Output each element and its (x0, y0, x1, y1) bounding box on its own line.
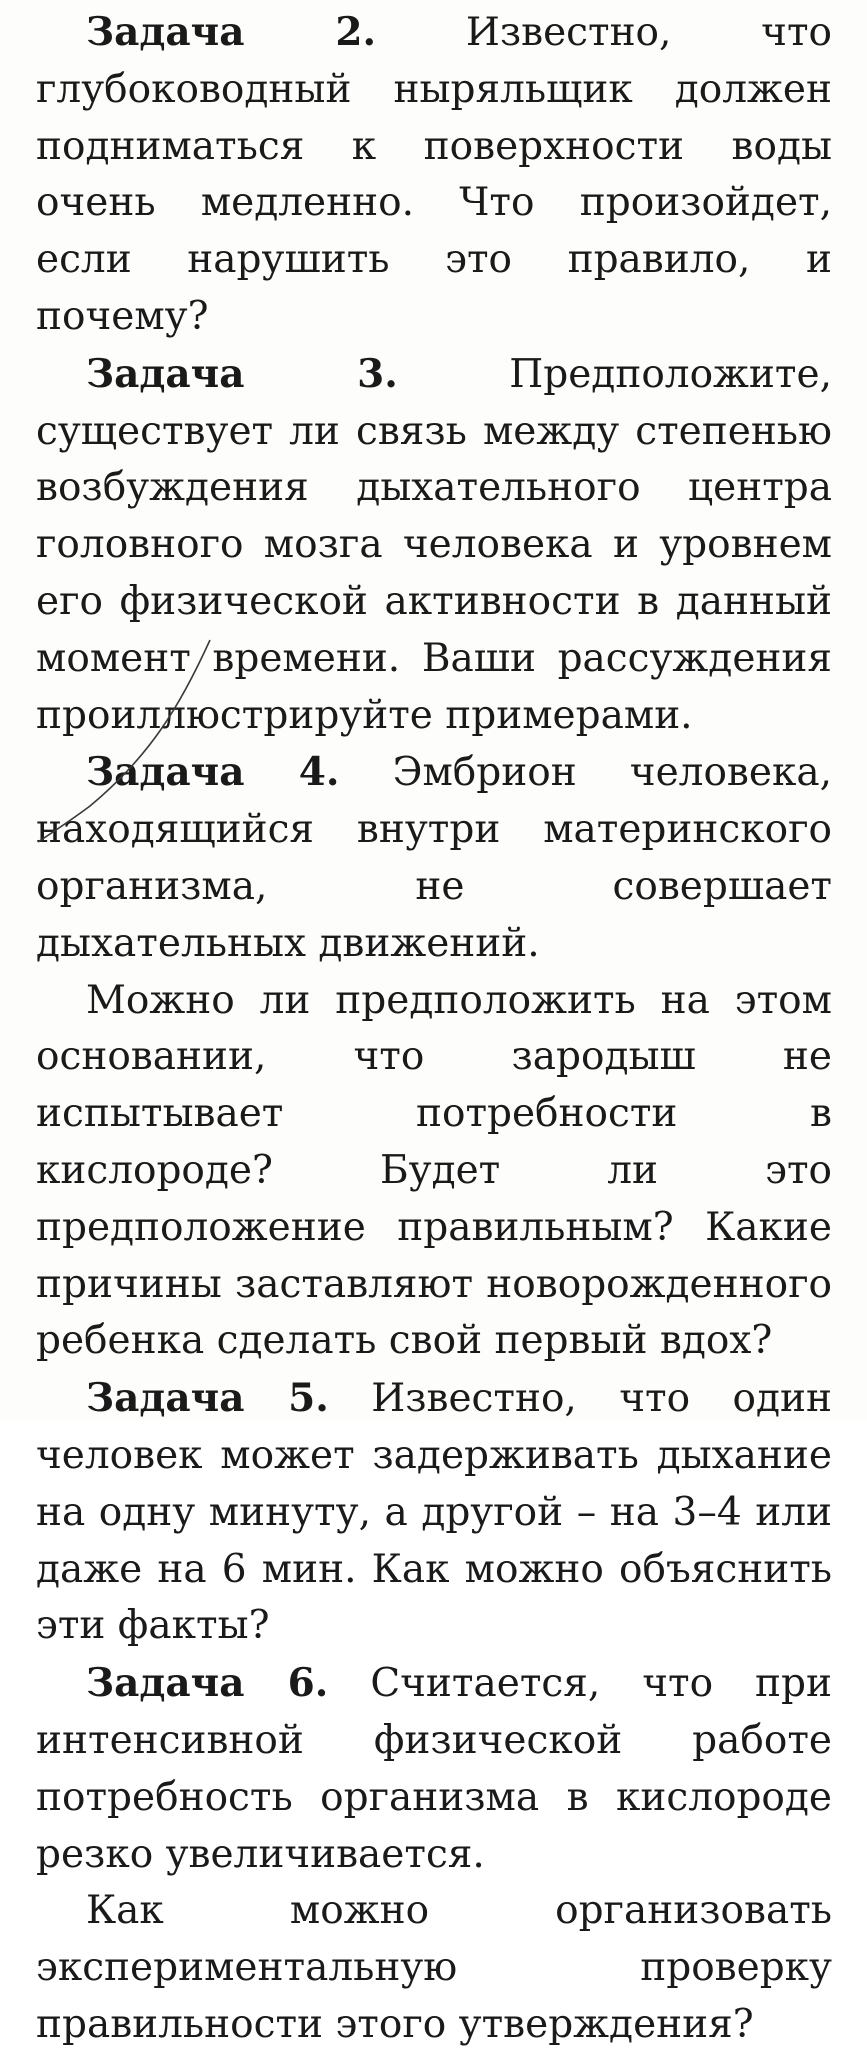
task-3-label: Задача 3. (86, 350, 398, 397)
task-6 (36, 1655, 832, 1883)
text-column (36, 4, 832, 2054)
task-2-text: Известно, что глубоководный ныряльщик должен подниматься к поверхности воды очень медленно. Что произойдет, если нарушить это правило, и почему? (36, 10, 832, 339)
task-2 (36, 4, 832, 346)
task-4-text: Эмбрион человека, находящийся внутри материнского организма, не совершает дыхательных движений. (36, 750, 832, 966)
task-6-text: Считается, что при интенсивной физической работе потребность организма в кислороде резко увеличивается. (36, 1661, 832, 1877)
task-3 (36, 346, 832, 745)
task-5-text: Известно, что один человек может задерживать дыхание на одну минуту, а другой – на 3–4 или даже на 6 мин. Как можно объяснить эти факты? (36, 1376, 832, 1649)
task-6-label: Задача 6. (86, 1660, 329, 1707)
task-4-label: Задача 4. (86, 749, 340, 796)
task-6-continuation: Как можно организовать экспериментальную проверку правильности этого утверждения? (36, 1888, 832, 2047)
task-5-label: Задача 5. (86, 1375, 329, 1422)
task-4-continuation: Можно ли предположить на этом основании, что зародыш не испытывает потребности в кислороде? Будет ли это предположение правильным? Какие причины заставляют новорожденного ребенка сделать свой первый вдох? (36, 977, 832, 1364)
task-2-label: Задача 2. (86, 9, 377, 55)
task-3-text: Предположите, существует ли связь между степенью возбуждения дыхательного центра головного мозга человека и уровнем его физической активности в данный момент времени. Ваши рассуждения проиллюстрируйте примерами. (36, 351, 832, 738)
task-5 (36, 1370, 832, 1655)
task-4 (36, 744, 832, 972)
